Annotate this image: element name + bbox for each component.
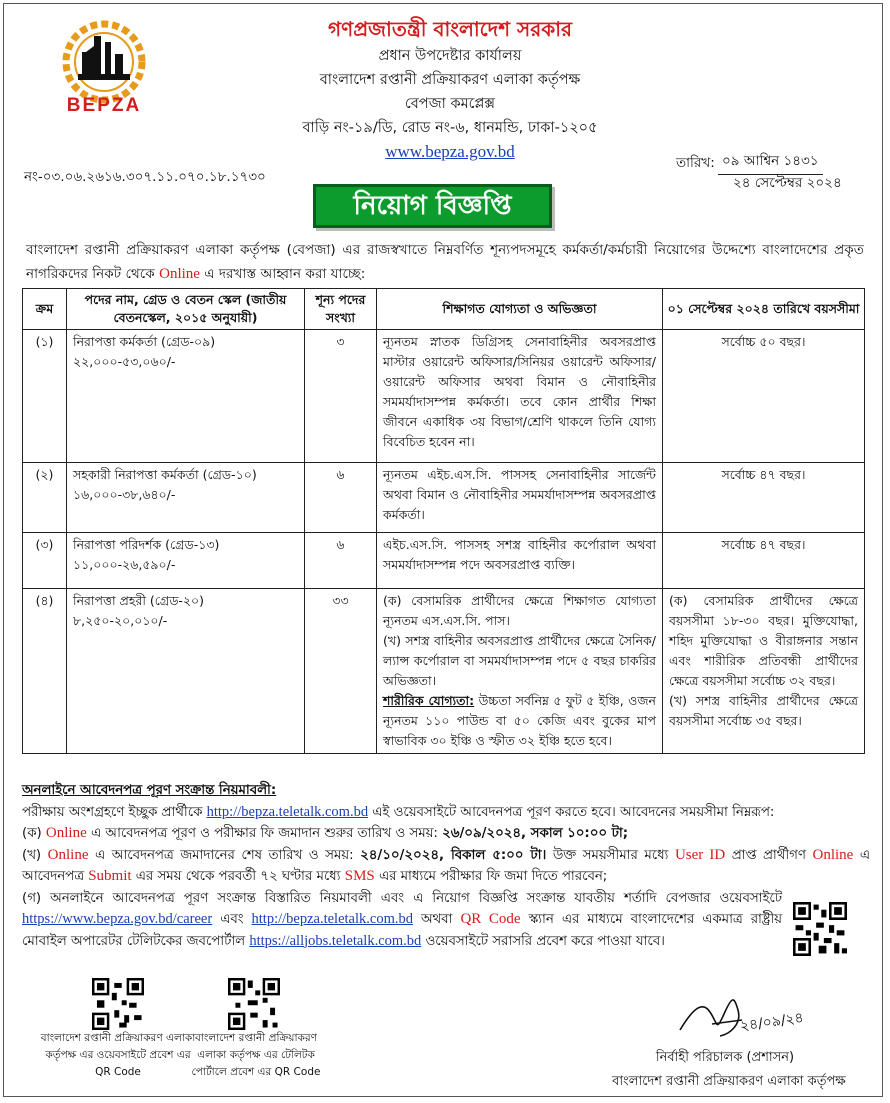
vacancy-table [22,288,865,754]
memo-number: নং-০৩.০৬.২৬১৬.৩০৭.১১.০৭০.১৮.১৭৩০ [24,169,266,185]
date-gregorian: ২৪ সেপ্টেম্বর ২০২৪ [733,175,842,191]
vacancy-count: ৩ [305,330,377,463]
pay-scale: ২২,০০০-৫৩,০৬০/- [73,354,176,369]
application-rules: অনলাইনে আবেদনপত্র পূরণ সংক্রান্ত নিয়মাবলী: পরীক্ষায় অংশগ্রহণে ইচ্ছুক প্রার্থীকে http://bepza.teletalk.com.bd এই ওয়েবসাইটে আবেদনপত্র পূরণ করতে হবে। আবেদনের সময়সীমা নিম্নরূপ: (ক) Online এ আবেদনপত্র পূরণ ও পরীক্ষার ফি জমাদান শুরুর তারিখ ও সময়: ২৬/০৯/২০২৪, সকাল ১০:০০ টা; (খ) Online এ আবেদনপত্র জমাদানের শেষ তারিখ ও সময়: ২৪/১০/২০২৪, বিকাল ৫:০০ টা। উক্ত সময়সীমার মধ্যে User ID প্রাপ্ত প্রার্থীগণ Online এ আবেদনপত্র Submit এর সময় থেকে পরবর্তী ৭২ ঘণ্টার মধ্যে SMS এর মাধ্যমে পরীক্ষার ফি জমা দিতে পারবেন; (গ) অনলাইনে আবেদনপত্র পূরণ সংক্রান্ত বিস্তারিত নিয়মাবলী এবং এ নিয়োগ বিজ্ঞপ্তি সংক্রান্ত যাবতীয় শর্তাদি বেপজার ওয়েবসাইটে https://www.bepza.gov.bd/career এবং http://bepza.teletalk.com.bd অথবা QR Code স্ক্যান এর মাধ্যমে বাংলাদেশের একমাত্র রাষ্ট্রীয় মোবাইল অপারেটর টেলিটকের জবপোর্টাল https://alljobs.teletalk.com.bd ওয়েবসাইটে সরাসরি প্রবেশ করে পাওয়া যাবে। [22,780,870,952]
qr-caption-right: বাংলাদেশ রপ্তানী প্রক্রিয়াকরণ এলাকা কর্তৃপক্ষ এর টেলিটক পোর্টালে প্রবেশ এর QR Code [191,1032,321,1078]
qr-caption-left: বাংলাদেশ রপ্তানী প্রক্রিয়াকরণ এলাকা কর্তৃপক্ষ এর ওয়েবসাইটে প্রবেশ এর QR Code [40,1032,196,1078]
complex-name: বেপজা কমপ্লেক্স [404,96,496,112]
teletalk-link-2[interactable]: http://bepza.teletalk.com.bd [251,911,413,927]
date-label: তারিখ: [676,155,715,171]
header-post: পদের নাম, গ্রেড ও বেতন স্কেল (জাতীয় বেতনস্কেল, ২০১৫ অনুযায়ী) [67,289,305,330]
header-vacancy: শূন্য পদের সংখ্যা [305,289,377,330]
notice-title: নিয়োগ বিজ্ঞপ্তি [313,184,552,228]
age-limit: সর্বোচ্চ ৫০ বছর। [663,330,865,463]
pay-scale: ১৬,০০০-৩৮,৬৪০/- [73,487,176,502]
header-qualification: শিক্ষাগত যোগ্যতা ও অভিজ্ঞতা [377,289,663,330]
signatory-organization: বাংলাদেশ রপ্তানী প্রক্রিয়াকরণ এলাকা কর্তৃপক্ষ [612,1074,846,1089]
table-row: (৪) নিরাপত্তা প্রহরী (গ্রেড-২০) ৮,২৫০-২০,০১০/- ৩৩ (ক) বেসামরিক প্রার্থীদের ক্ষেত্রে শিক্ষাগত যোগ্যতা ন্যূনতম এস.এস.সি. পাস। (খ) সশস্ত্র বাহিনীর অবসরপ্রাপ্ত প্রার্থীদের ক্ষেত্রে সৈনিক/ল্যান্স কর্পোরাল বা সমমর্যাদাসম্পন্ন পদে ৫ বছর চাকরির অভিজ্ঞতা। শারীরিক যোগ্যতা: উচ্চতা সর্বনিম্ন ৫ ফুট ৫ ইঞ্চি, ওজন ন্যূনতম ১১০ পাউন্ড বা ৫০ কেজি এবং বুকের মাপ স্বাভাবিক ৩০ ইঞ্চি ও স্ফীত ৩২ ইঞ্চি হতে হবে। (ক) বেসামরিক প্রার্থীদের ক্ষেত্রে বয়সসীমা ১৮-৩০ বছর। মুক্তিযোদ্ধা, শহিদ মুক্তিযোদ্ধা ও বীরাঙ্গনার সন্তান এবং শারীরিক প্রতিবন্ধী প্রার্থীদের ক্ষেত্রে বয়সসীমা সর্বোচ্চ ৩২ বছর। (খ) সশস্ত্র বাহিনীর প্রার্থীদের ক্ষেত্রে বয়সসীমা সর্বোচ্চ ৩৫ বছর। [23,589,865,754]
signature-date: ২৪/০৯/২৪ [739,1009,805,1035]
rules-title: অনলাইনে আবেদনপত্র পূরণ সংক্রান্ত নিয়মাবলী: [22,783,277,798]
post-name: সহকারী নিরাপত্তা কর্মকর্তা (গ্রেড-১০) [73,467,257,482]
teletalk-link[interactable]: http://bepza.teletalk.com.bd [206,803,369,820]
pay-scale: ৮,২৫০-২০,০১০/- [73,613,168,628]
intro-paragraph: বাংলাদেশ রপ্তানী প্রক্রিয়াকরণ এলাকা কর্তৃপক্ষ (বেপজা) এর রাজস্বখাতে নিম্নবর্ণিত শূন্যপদসমূহে কর্মকর্তা/কর্মচারী নিয়োগের উদ্দেশ্যে বাংলাদেশের প্রকৃত নাগরিকদের নিকট থেকে Online এ দরখাস্ত আহ্বান করা যাচ্ছে: [26,242,864,282]
government-name: গণপ্রজাতন্ত্রী বাংলাদেশ সরকার [328,17,572,41]
qr-code-icon [793,902,847,956]
table-row: (১) নিরাপত্তা কর্মকর্তা (গ্রেড-০৯) ২২,০০০-৫৩,০৬০/- ৩ ন্যূনতম স্নাতক ডিগ্রিসহ সেনাবাহিনীর অবসরপ্রাপ্ত মাস্টার ওয়ারেন্ট অফিসার/সিনিয়র ওয়ারেন্ট অফিসার/ওয়ারেন্ট অফিসার অথবা বিমান ও নৌবাহিনীর সমমর্যাদাসম্পন্ন কর্মকর্তা। তবে কোন প্রার্থীর শিক্ষা জীবনে একাধিক ৩য় বিভাগ/শ্রেণি থাকলে তিনি যোগ্য বিবেচিত হবেন না। সর্বোচ্চ ৫০ বছর। [23,330,865,463]
age-limit: সর্বোচ্চ ৪৭ বছর। [663,463,865,533]
vacancy-count: ৩৩ [305,589,377,754]
address: বাড়ি নং-১৯/ডি, রোড নং-৬, ধানমন্ডি, ঢাকা-১২০৫ [302,120,598,136]
vacancy-count: ৬ [305,533,377,589]
signature [672,990,805,1044]
signatory-title: নির্বাহী পরিচালক (প্রশাসন) [655,1050,795,1065]
header-age: ০১ সেপ্টেম্বর ২০২৪ তারিখে বয়সসীমা [663,289,865,330]
qr-code-icon [92,978,144,1030]
date-bangla: ০৯ আশ্বিন ১৪৩১ [718,150,823,175]
table-row: (২) সহকারী নিরাপত্তা কর্মকর্তা (গ্রেড-১০) ১৬,০০০-৩৮,৬৪০/- ৬ ন্যূনতম এইচ.এস.সি. পাসসহ সেনাবাহিনীর সার্জেন্ট অথবা বিমান ও নৌবাহিনীর সমমর্যাদাসম্পন্ন অবসরপ্রাপ্ত কর্মকর্তা। সর্বোচ্চ ৪৭ বছর। [23,463,865,533]
office-name: প্রধান উপদেষ্টার কার্যালয় [378,48,522,64]
age-limit: সর্বোচ্চ ৪৭ বছর। [663,533,865,589]
logo-text: BEPZA [66,95,142,116]
header-sl: ক্রম [23,289,67,330]
online-text: Online [159,266,200,282]
website-link[interactable]: www.bepza.gov.bd [385,142,515,161]
post-name: নিরাপত্তা প্রহরী (গ্রেড-২০) [73,593,205,608]
qualification: ন্যূনতম এইচ.এস.সি. পাসসহ সেনাবাহিনীর সার্জেন্ট অথবা বিমান ও নৌবাহিনীর সমমর্যাদাসম্পন্ন অবসরপ্রাপ্ত কর্মকর্তা। [377,463,663,533]
letterhead [220,14,680,164]
pay-scale: ১১,০০০-২৬,৫৯০/- [73,557,176,572]
qr-code-icon [228,978,280,1030]
career-link[interactable]: https://www.bepza.gov.bd/career [22,911,213,927]
vacancy-count: ৬ [305,463,377,533]
post-name: নিরাপত্তা পরিদর্শক (গ্রেড-১৩) [73,537,220,552]
authority-name: বাংলাদেশ রপ্তানী প্রক্রিয়াকরণ এলাকা কর্তৃপক্ষ [319,72,581,88]
qualification: (ক) বেসামরিক প্রার্থীদের ক্ষেত্রে শিক্ষাগত যোগ্যতা ন্যূনতম এস.এস.সি. পাস। (খ) সশস্ত্র বাহিনীর অবসরপ্রাপ্ত প্রার্থীদের ক্ষেত্রে সৈনিক/ল্যান্স কর্পোরাল বা সমমর্যাদাসম্পন্ন পদে ৫ বছর চাকরির অভিজ্ঞতা। শারীরিক যোগ্যতা: উচ্চতা সর্বনিম্ন ৫ ফুট ৫ ইঞ্চি, ওজন ন্যূনতম ১১০ পাউন্ড বা ৫০ কেজি এবং বুকের মাপ স্বাভাবিক ৩০ ইঞ্চি ও স্ফীত ৩২ ইঞ্চি হতে হবে। [377,589,663,754]
table-row: (৩) নিরাপত্তা পরিদর্শক (গ্রেড-১৩) ১১,০০০-২৬,৫৯০/- ৬ এইচ.এস.সি. পাসসহ সশস্ত্র বাহিনীর কর্পোরাল অথবা সমমর্যাদাসম্পন্ন পদে অবসরপ্রাপ্ত ব্যক্তি। সর্বোচ্চ ৪৭ বছর। [23,533,865,589]
qualification: ন্যূনতম স্নাতক ডিগ্রিসহ সেনাবাহিনীর অবসরপ্রাপ্ত মাস্টার ওয়ারেন্ট অফিসার/সিনিয়র ওয়ারেন্ট অফিসার/ওয়ারেন্ট অফিসার অথবা বিমান ও নৌবাহিনীর সমমর্যাদাসম্পন্ন কর্মকর্তা। তবে কোন প্রার্থীর শিক্ষা জীবনে একাধিক ৩য় বিভাগ/শ্রেণি থাকলে তিনি যোগ্য বিবেচিত হবেন না। [377,330,663,463]
table-header-row [23,289,865,330]
post-name: নিরাপত্তা কর্মকর্তা (গ্রেড-০৯) [73,334,216,349]
alljobs-link[interactable]: https://alljobs.teletalk.com.bd [249,932,422,949]
bepza-logo [42,18,172,116]
age-limit: (ক) বেসামরিক প্রার্থীদের ক্ষেত্রে বয়সসীমা ১৮-৩০ বছর। মুক্তিযোদ্ধা, শহিদ মুক্তিযোদ্ধা ও বীরাঙ্গনার সন্তান এবং শারীরিক প্রতিবন্ধী প্রার্থীদের ক্ষেত্রে বয়সসীমা সর্বোচ্চ ৩২ বছর। (খ) সশস্ত্র বাহিনীর প্রার্থীদের ক্ষেত্রে বয়সসীমা সর্বোচ্চ ৩৫ বছর। [663,589,865,754]
qualification: এইচ.এস.সি. পাসসহ সশস্ত্র বাহিনীর কর্পোরাল অথবা সমমর্যাদাসম্পন্ন পদে অবসরপ্রাপ্ত ব্যক্তি। [377,533,663,589]
